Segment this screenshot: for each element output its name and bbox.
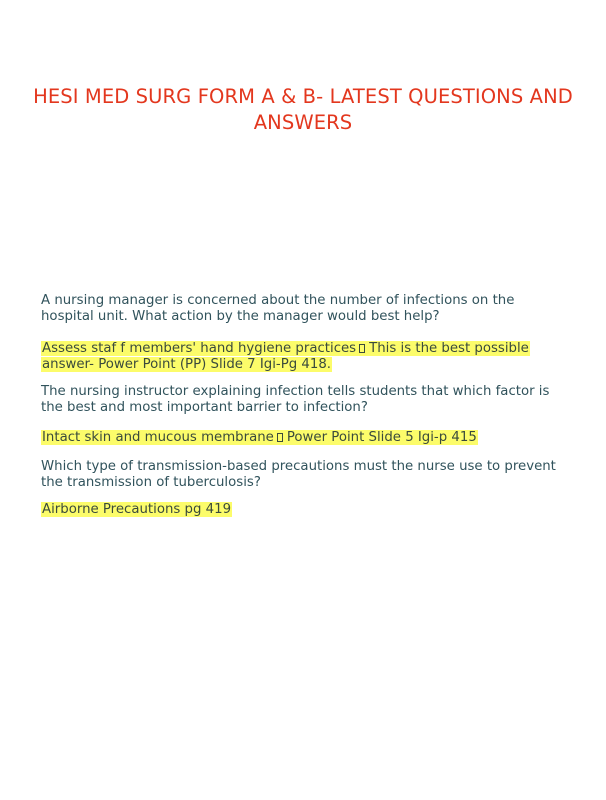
answer-1-note: This is the best possible answer- Power Point (PP) Slide 7 Igi-Pg 418. xyxy=(42,341,529,372)
answer-1 xyxy=(41,341,571,372)
question-1: A nursing manager is concerned about the number of infections on the hospital unit. What action by the manager would best help? xyxy=(41,293,515,324)
question-3: Which type of transmission-based precautions must the nurse use to prevent the transmission of tuberculosis? xyxy=(41,459,556,490)
question-2: The nursing instructor explaining infection tells students that which factor is the best and most important barrier to infection? xyxy=(41,384,550,415)
missing-glyph-box-icon xyxy=(277,433,283,442)
answer-3-highlight xyxy=(41,502,232,517)
answer-2-note: Power Point Slide 5 Igi-p 415 xyxy=(286,430,477,445)
answer-2-text: Intact skin and mucous membrane xyxy=(42,430,274,445)
answer-1-text: Assess staf f members' hand hygiene practices xyxy=(42,341,357,356)
document-title: HESI MED SURG FORM A & B- LATEST QUESTIONS AND ANSWERS xyxy=(33,85,573,134)
missing-glyph-box-icon xyxy=(359,344,365,353)
answer-2 xyxy=(41,430,571,446)
answer-3-text: Airborne Precautions pg 419 xyxy=(42,502,232,517)
answer-2-highlight xyxy=(41,430,478,445)
answer-3 xyxy=(41,502,571,518)
answer-1-highlight xyxy=(41,341,530,372)
